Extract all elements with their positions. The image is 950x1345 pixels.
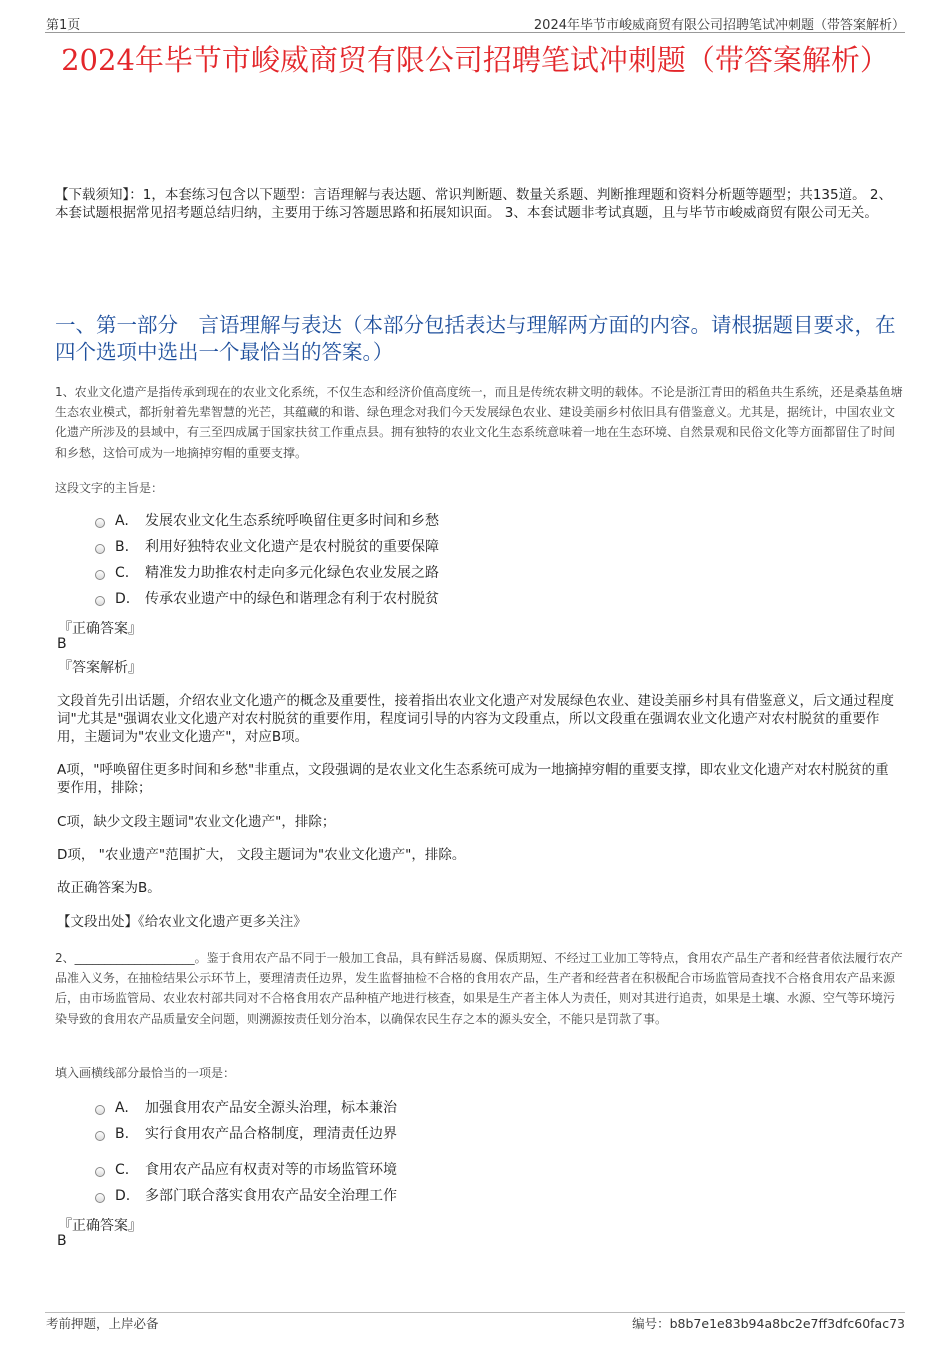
- radio-button[interactable]: [95, 1131, 105, 1141]
- analysis-paragraph: A项，"呼唤留住更多时间和乡愁"非重点，文段强调的是农业文化生态系统可成为一地摘掉穷帽的重要支撑，即农业文化遗产对农村脱贫的重要作用，排除；: [57, 762, 889, 796]
- option-letter: A.: [115, 1100, 129, 1116]
- option-letter: B.: [115, 1126, 130, 1142]
- radio-button[interactable]: [95, 596, 105, 606]
- analysis-paragraph: 文段首先引出话题，介绍农业文化遗产的概念及重要性，接着指出农业文化遗产对发展绿色农业、建设美丽乡村具有借鉴意义，后文通过程度词"尤其是"强调农业文化遗产对农村脱贫的重要作用，程度词引导的内容为文段重点，所以文段重在强调农业文化遗产对农村脱贫的重要作用，主题词为"农业文化遗产"，对应B项。: [57, 693, 894, 745]
- footer-slogan: 考前押题，上岸必备: [46, 1316, 159, 1331]
- option-letter: B.: [115, 539, 130, 555]
- option-text: 食用农产品应有权责对等的市场监管环境: [145, 1162, 397, 1178]
- page-title: 2024年毕节市峻威商贸有限公司招聘笔试冲刺题（带答案解析）: [61, 43, 889, 77]
- option-text: 实行食用农产品合格制度，理清责任边界: [145, 1126, 397, 1142]
- radio-button[interactable]: [95, 544, 105, 554]
- section-heading: 一、第一部分 言语理解与表达（本部分包括表达与理解两方面的内容。请根据题目要求，在四个选项中选出一个最恰当的答案。）: [55, 313, 896, 364]
- analysis-label: 『答案解析』: [58, 660, 142, 676]
- q1-option-c[interactable]: [95, 563, 439, 583]
- q1-option-b[interactable]: [95, 537, 439, 557]
- q1-option-d[interactable]: [95, 589, 439, 609]
- correct-answer: B: [57, 636, 67, 652]
- option-letter: D.: [115, 1188, 131, 1204]
- footer-divider: [45, 1312, 905, 1313]
- header-divider: [45, 32, 905, 33]
- radio-button[interactable]: [95, 1167, 105, 1177]
- q1-option-a[interactable]: [95, 511, 439, 531]
- correct-answer-label: 『正确答案』: [58, 621, 142, 637]
- option-text: 传承农业遗产中的绿色和谐理念有利于农村脱贫: [145, 591, 439, 607]
- question-1-prompt: 这段文字的主旨是：: [55, 481, 164, 495]
- analysis-paragraph: C项，缺少文段主题词"农业文化遗产"，排除；: [57, 814, 336, 830]
- option-letter: C.: [115, 565, 130, 581]
- footer-serial: 编号：b8b7e1e83b94a8bc2e7ff3dfc60fac73: [632, 1316, 905, 1331]
- option-letter: A.: [115, 513, 129, 529]
- question-2-text: 2、____________________。鉴于食用农产品不同于一般加工食品，具有鲜活易腐、保质期短、不经过工业加工等特点，食用农产品生产者和经营者依法履行农产品准入义务，在抽检结果公示环节上，要理清责任边界，发生监督抽检不合格的食用农产品，生产者和经营者在积极配合市场监管局查找不合格食用农产品来源后，由市场监管局、农业农村部共同对不合格食用农产品种植产地进行核查，如果是生产者主体人为责任，则对其进行追责，如果是土壤、水源、空气等环境污染导致的食用农产品质量安全问题，则溯源按责任划分治本，以确保农民生存之本的源头安全，不能只是罚款了事。: [55, 951, 903, 1026]
- correct-answer: B: [57, 1233, 67, 1249]
- q2-option-c[interactable]: [95, 1160, 397, 1180]
- option-text: 多部门联合落实食用农产品安全治理工作: [145, 1188, 397, 1204]
- passage-source: 【文段出处】《给农业文化遗产更多关注》: [57, 914, 307, 930]
- q2-option-a[interactable]: [95, 1098, 397, 1118]
- radio-button[interactable]: [95, 570, 105, 580]
- correct-answer-label: 『正确答案』: [58, 1218, 142, 1234]
- radio-button[interactable]: [95, 1193, 105, 1203]
- radio-button[interactable]: [95, 1105, 105, 1115]
- option-letter: D.: [115, 591, 131, 607]
- download-notice: 【下载须知】：1，本套练习包含以下题型：言语理解与表达题、常识判断题、数量关系题、判断推理题和资料分析题等题型；共135道。 2、本套试题根据常见招考题总结归纳，主要用于练习答题思路和拓展知识面。 3、本套试题非考试真题，且与毕节市峻威商贸有限公司无关。: [55, 187, 892, 221]
- q2-option-d[interactable]: [95, 1186, 397, 1206]
- analysis-paragraph: 故正确答案为B。: [57, 880, 161, 896]
- question-2-prompt: 填入画横线部分最恰当的一项是：: [55, 1066, 236, 1080]
- page-number: 第1页: [46, 18, 81, 33]
- option-letter: C.: [115, 1162, 130, 1178]
- option-text: 精准发力助推农村走向多元化绿色农业发展之路: [145, 565, 439, 581]
- option-text: 利用好独特农业文化遗产是农村脱贫的重要保障: [145, 539, 439, 555]
- q2-option-b[interactable]: [95, 1124, 397, 1144]
- radio-button[interactable]: [95, 518, 105, 528]
- question-1-text: 1、农业文化遗产是指传承到现在的农业文化系统，不仅生态和经济价值高度统一，而且是传统农耕文明的载体。不论是浙江青田的稻鱼共生系统，还是桑基鱼塘生态农业模式，都折射着先辈智慧的光芒，其蕴藏的和谐、绿色理念对我们今天发展绿色农业、建设美丽乡村依旧具有借鉴意义。尤其是，据统计，中国农业文化遗产所涉及的县域中，有三至四成属于国家扶贫工作重点县。拥有独特的农业文化生态系统意味着一地在生态环境、自然景观和民俗文化等方面都留住了时间和乡愁，这恰可成为一地摘掉穷帽的重要支撑。: [55, 385, 903, 460]
- option-text: 加强食用农产品安全源头治理，标本兼治: [145, 1100, 397, 1116]
- analysis-paragraph: D项， "农业遗产"范围扩大， 文段主题词为"农业文化遗产"，排除。: [57, 847, 466, 863]
- header-doc-title: 2024年毕节市峻威商贸有限公司招聘笔试冲刺题（带答案解析）: [533, 18, 905, 33]
- option-text: 发展农业文化生态系统呼唤留住更多时间和乡愁: [145, 513, 439, 529]
